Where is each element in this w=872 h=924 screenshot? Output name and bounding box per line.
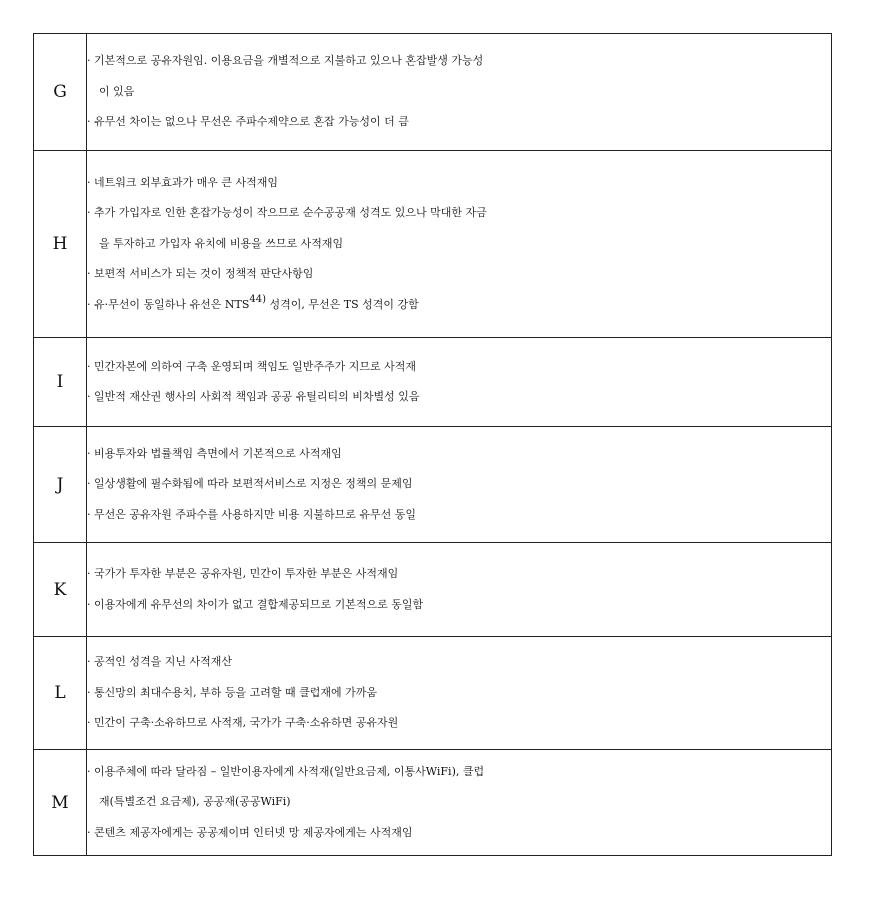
row-content <box>87 427 832 543</box>
classification-table <box>33 33 832 856</box>
bullet-line: · 통신망의 최대수용치, 부하 등을 고려할 때 클럽재에 가까움 <box>87 685 377 699</box>
bullet-line: · 기본적으로 공유자원임. 이용요금을 개별적으로 지불하고 있으나 혼잡발생 가능성 <box>87 54 484 68</box>
row-content <box>87 34 832 151</box>
bullet-line: · 유무선 차이는 없으나 무선은 주파수제약으로 혼잡 가능성이 더 큼 <box>87 115 409 129</box>
bullet-line: · 네트워크 외부효과가 매우 큰 사적재임 <box>87 175 278 189</box>
row-content <box>87 637 832 750</box>
table-row <box>34 543 832 637</box>
table-row <box>34 637 832 750</box>
bullet-line: · 보편적 서비스가 되는 것이 정책적 판단사항임 <box>87 267 314 281</box>
row-key: K <box>34 543 87 637</box>
footnote-ref: 44) <box>249 293 267 305</box>
row-key: I <box>34 338 87 427</box>
bullet-line: · 이용주체에 따라 달라짐 – 일반이용자에게 사적재(일반요금제, 이통사WiFi), 클럽 <box>87 764 485 778</box>
row-content <box>87 338 832 427</box>
bullet-line: · 일상생활에 필수화됨에 따라 보편적서비스로 지정은 정책의 문제임 <box>87 477 413 491</box>
bullet-line: · 민간자본에 의하여 구축 운영되며 책임도 일반주주가 지므로 사적재 <box>87 359 416 373</box>
bullet-line: · 비용투자와 법률책임 측면에서 기본적으로 사적재임 <box>87 446 342 460</box>
bullet-line: · 무선은 공유자원 주파수를 사용하지만 비용 지불하므로 유무선 동일 <box>87 507 416 521</box>
bullet-line: 이 있음 <box>99 84 135 98</box>
bullet-line: · 이용자에게 유무선의 차이가 없고 결합제공되므로 기본적으로 동일함 <box>87 597 424 611</box>
row-key: M <box>34 750 87 856</box>
bullet-line: 재(특별조건 요금제), 공공재(공공WiFi) <box>99 795 291 809</box>
bullet-line: · 추가 가입자로 인한 혼잡가능성이 작으므로 순수공공재 성격도 있으나 막대한 자금 <box>87 206 487 220</box>
bullet-line: · 콘텐츠 제공자에게는 공공제이며 인터넷 망 제공자에게는 사적재임 <box>87 825 413 839</box>
row-content <box>87 151 832 338</box>
row-key: H <box>34 151 87 338</box>
table-row <box>34 151 832 338</box>
table-row <box>34 427 832 543</box>
bullet-line <box>87 290 831 321</box>
bullet-line: · 국가가 투자한 부분은 공유자원, 민간이 투자한 부분은 사적재임 <box>87 567 399 580</box>
bullet-line: · 일반적 재산권 행사의 사회적 책임과 공공 유틸리티의 비차별성 있음 <box>87 390 420 403</box>
row-content <box>87 543 832 637</box>
row-key: L <box>34 637 87 750</box>
table-row <box>34 750 832 856</box>
bullet-line: · 민간이 구축·소유하므로 사적재, 국가가 구축·소유하면 공유자원 <box>87 716 399 730</box>
line-text: · 유·무선이 동일하나 유선은 NTS <box>87 297 250 311</box>
bullet-line: · 공적인 성격을 지닌 사적재산 <box>87 655 232 669</box>
row-key: G <box>34 34 87 151</box>
row-key: J <box>34 427 87 543</box>
row-content <box>87 750 832 856</box>
table-row <box>34 34 832 151</box>
line-text: 성격이, 무선은 TS 성격이 강함 <box>266 297 419 311</box>
table-row <box>34 338 832 427</box>
table-body <box>34 34 832 856</box>
bullet-line: 을 투자하고 가입자 유치에 비용을 쓰므로 사적재임 <box>99 236 344 250</box>
